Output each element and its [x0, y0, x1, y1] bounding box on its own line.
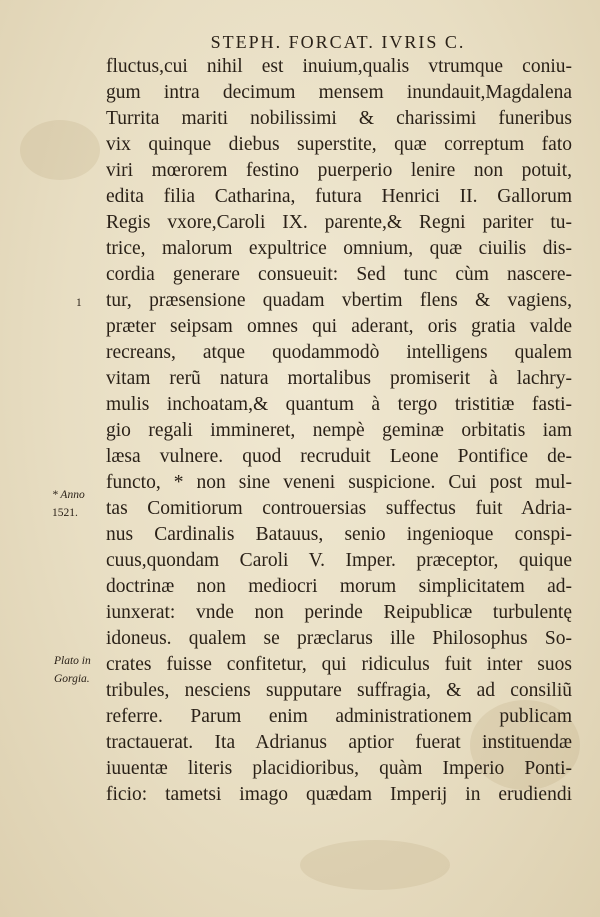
text-line: fluctus,cui nihil est inuium,qualis vtrumque coniu- [106, 56, 572, 77]
text-line: iuuentæ literis placidioribus, quàm Imperio Ponti- [106, 758, 572, 779]
text-line: tas Comitiorum controuersias suffectus fuit Adria- [106, 498, 572, 519]
text-line: tur, præsensione quadam vbertim flens & vagiens, [106, 290, 572, 311]
text-line: gum intra decimum mensem inundauit,Magdalena [106, 82, 572, 103]
text-line: Turrita mariti nobilissimi & charissimi funeribus [106, 108, 572, 129]
text-line: recreans, atque quodammodò intelligens qualem [106, 342, 572, 363]
body-text [106, 54, 572, 808]
text-line: referre. Parum enim administrationem publicam [106, 706, 572, 727]
text-line: vitam rerũ natura mortalibus promiserit à lachry- [106, 368, 572, 389]
running-head-text: STEPH. FORCAT. IVRIS C. [210, 32, 466, 52]
paper-stain [20, 120, 100, 180]
text-line: cuus,quondam Caroli V. Imper. præceptor, quique [106, 550, 572, 571]
text-line: præter seipsam omnes qui aderant, oris gratia valde [106, 316, 572, 337]
text-line: crates fuisse confitetur, qui ridiculus fuit inter suos [106, 654, 572, 675]
text-line: trice, malorum expultrice omnium, quæ ciuilis dis- [106, 238, 572, 259]
text-line: vix quinque diebus superstite, quæ correptum fato [106, 134, 572, 155]
text-line: gio regali immineret, nempè geminæ orbitatis iam [106, 420, 572, 441]
margin-note-gorgias: Gorgia. [54, 673, 90, 685]
text-line: idoneus. qualem se præclarus ille Philosophus So- [106, 628, 572, 649]
text-line: tractauerat. Ita Adrianus aptior fuerat instituendæ [106, 732, 572, 753]
margin-note-anno: * Anno [52, 489, 85, 501]
text-line: tribules, nesciens supputare suffragia, & ad consiliũ [106, 680, 572, 701]
text-line: functo, * non sine veneni suspicione. Cui post mul- [106, 472, 572, 493]
margin-note-plato: Plato in [54, 655, 91, 667]
text-line: nus Cardinalis Batauus, senio ingenioque conspi- [106, 524, 572, 545]
paper-stain [300, 840, 450, 890]
running-head [0, 31, 600, 53]
text-line: iunxerat: vnde non perinde Reipublicæ turbulentę [106, 602, 572, 623]
text-line: viri mœrorem festino puerperio lenire non potuit, [106, 160, 572, 181]
margin-line-marker: 1 [76, 297, 82, 309]
text-line: edita filia Catharina, futura Henrici II. Gallorum [106, 186, 572, 207]
text-line: doctrinæ non mediocri morum simplicitatem ad- [106, 576, 572, 597]
margin-note-year: 1521. [52, 507, 78, 519]
text-line: mulis inchoatam,& quantum à tergo tristitiæ fasti- [106, 394, 572, 415]
text-line: Regis vxore,Caroli IX. parente,& Regni pariter tu- [106, 212, 572, 233]
text-line: cordia generare consueuit: Sed tunc cùm nascere- [106, 264, 572, 285]
text-line: læsa vulnere. quod recruduit Leone Pontifice de- [106, 446, 572, 467]
text-line: ficio: tametsi imago quædam Imperij in erudiendi [106, 784, 572, 805]
